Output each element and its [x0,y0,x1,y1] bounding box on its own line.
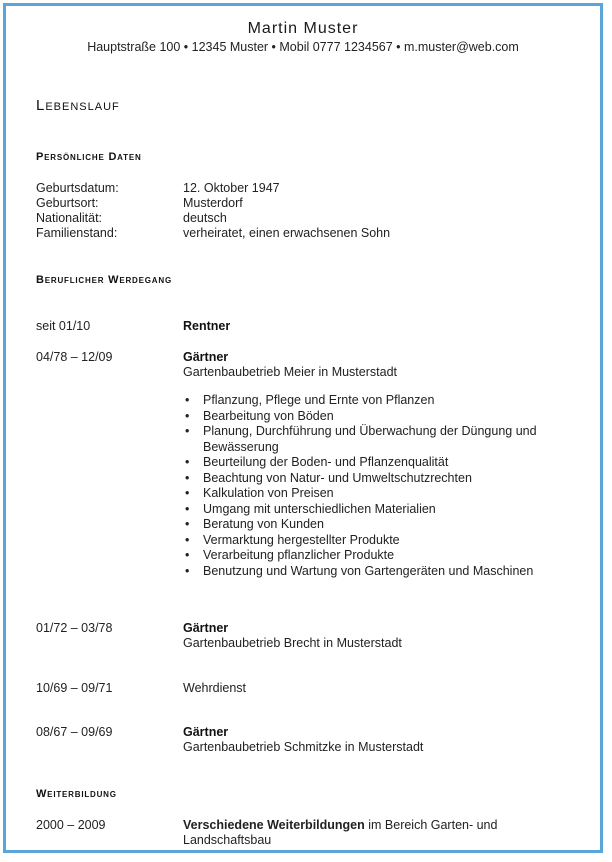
career-title: Gärtner [183,350,229,364]
task-item: • Verarbeitung pflanzlicher Produkte [183,548,588,564]
task-item: • Beachtung von Natur- und Umweltschutzrechten [183,471,588,487]
task-item: • Umgang mit unterschiedlichen Materialien [183,502,588,518]
task-item: • Bearbeitung von Böden [183,409,588,425]
task-item: • Planung, Durchführung und Überwachung der Düngung und Bewässerung [183,424,588,455]
personal-label: Familienstand: [36,226,118,240]
personal-label: Geburtsdatum: [36,181,119,195]
task-item: • Beratung von Kunden [183,517,588,533]
personal-value: verheiratet, einen erwachsenen Sohn [183,226,391,240]
career-employer: Gartenbaubetrieb Meier in Musterstadt [183,365,397,379]
career-date: 08/67 – 09/69 [36,725,113,739]
personal-label: Geburtsort: [36,196,99,210]
training-title-rest: im Bereich Garten- und [364,818,498,832]
document-title: Lebenslauf [36,97,120,114]
section-heading-personal: Persönliche Daten [36,151,142,163]
task-item: • Beurteilung der Boden- und Pflanzenqualität [183,455,588,471]
training-title-line2: Landschaftsbau [183,833,272,847]
career-date: 01/72 – 03/78 [36,621,113,635]
career-title: Gärtner [183,725,229,739]
task-item: • Benutzung und Wartung von Gartengeräten und Maschinen [183,564,588,580]
task-item: • Kalkulation von Preisen [183,486,588,502]
career-employer: Gartenbaubetrieb Schmitzke in Musterstadt [183,740,424,754]
training-title-bold: Verschiedene Weiterbildungen [183,818,365,832]
personal-value: Musterdorf [183,196,243,210]
personal-label: Nationalität: [36,211,103,225]
section-heading-training: Weiterbildung [36,788,117,800]
career-title: Gärtner [183,621,229,635]
career-employer: Gartenbaubetrieb Brecht in Musterstadt [183,636,402,650]
task-list [183,393,588,579]
career-date: 10/69 – 09/71 [36,681,113,695]
career-date: 04/78 – 12/09 [36,350,113,364]
applicant-name: Martin Muster [247,20,359,37]
career-date: seit 01/10 [36,319,91,333]
cv-page [3,3,603,853]
personal-value: 12. Oktober 1947 [183,181,280,195]
training-date: 2000 – 2009 [36,818,106,832]
personal-value: deutsch [183,211,227,225]
task-item: • Pflanzung, Pflege und Ernte von Pflanzen [183,393,588,409]
training-title [183,818,497,832]
task-item: • Vermarktung hergestellter Produkte [183,533,588,549]
section-heading-career: Beruflicher Werdegang [36,274,172,286]
contact-line: Hauptstraße 100 • 12345 Muster • Mobil 0777 1234567 • m.muster@web.com [87,40,519,54]
career-title: Wehrdienst [183,681,246,695]
career-title: Rentner [183,319,231,333]
